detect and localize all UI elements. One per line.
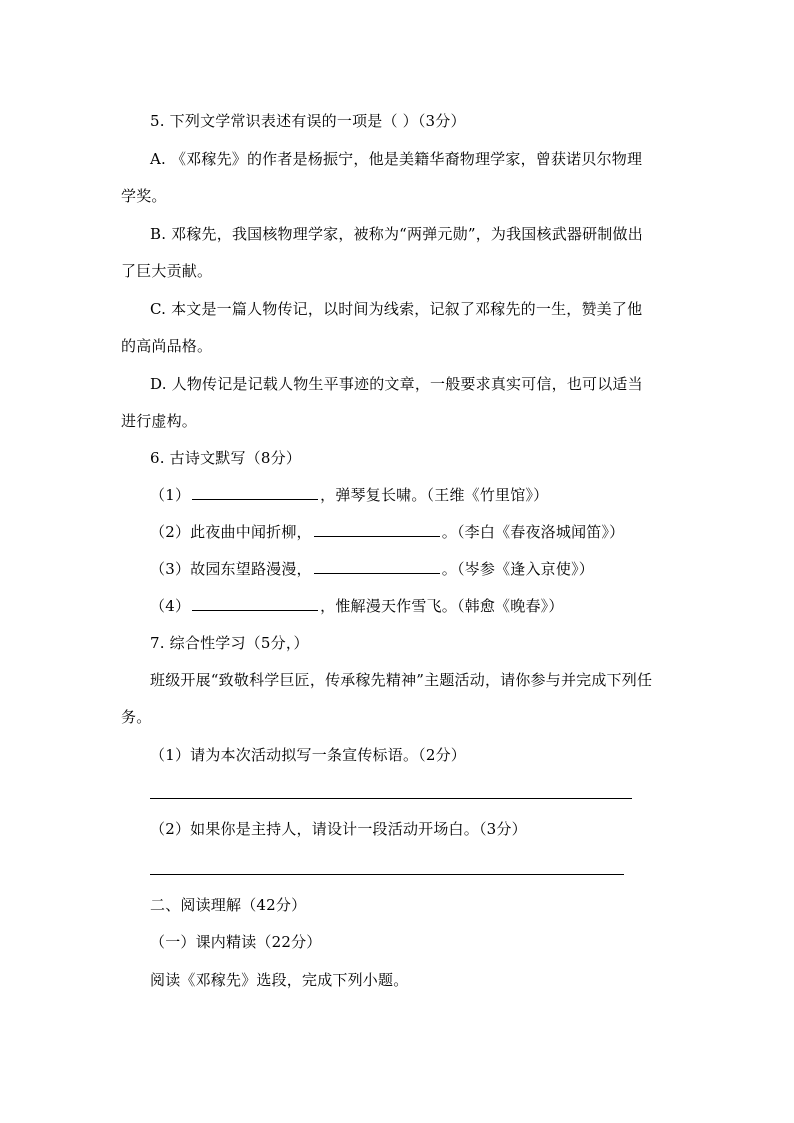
q6-item-3-before: 故园东望路漫漫， (190, 560, 312, 578)
section2-title: 二、阅读理解（42分） (150, 896, 307, 914)
q7-sub2: （2）如果你是主持人，请设计一段活动开场白。（3分） (150, 820, 527, 838)
q5-option-b-line1: B. 邓稼先，我国核物理学家，被称为“两弹元勋”，为我国核武器研制做出 (150, 225, 643, 243)
q7-sub2-answer-line[interactable] (150, 874, 624, 875)
q7-stem: 7. 综合性学习（5分，） (150, 634, 309, 652)
q6-item-2-after: 。（李白《春夜洛城闻笛》） (441, 523, 625, 541)
q6-item-2-answer-blank[interactable] (314, 522, 440, 537)
q6-item-1-number: （1） (150, 486, 191, 504)
q6-item-3-after: 。（岑参《逢入京使》） (441, 560, 594, 578)
q6-item-4 (150, 595, 564, 617)
q5-option-d-line2: 进行虚构。 (121, 412, 198, 430)
q7-intro-line1: 班级开展“致敬科学巨匠，传承稼先精神”主题活动，请你参与并完成下列任 (150, 671, 653, 689)
section2-subtitle: （一）课内精读（22分） (150, 933, 322, 951)
q5-option-a-line1: A. 《邓稼先》的作者是杨振宁，他是美籍华裔物理学家，曾获诺贝尔物理 (150, 150, 643, 168)
q6-item-4-after: ，惟解漫天作雪飞。（韩愈《晚春》） (320, 597, 564, 615)
q6-item-2-before: 此夜曲中闻折柳， (190, 523, 312, 541)
q6-item-4-number: （4） (150, 597, 191, 615)
q5-option-b-line2: 了巨大贡献。 (121, 262, 213, 280)
q6-item-3-number: （3） (150, 560, 191, 578)
q6-stem: 6. 古诗文默写（8分） (150, 449, 302, 467)
q6-item-4-answer-blank[interactable] (192, 596, 318, 611)
q5-option-d-line1: D. 人物传记是记载人物生平事迹的文章，一般要求真实可信，也可以适当 (150, 375, 643, 393)
q6-item-2-number: （2） (150, 523, 191, 541)
q6-item-1-after: ，弹琴复长啸。（王维《竹里馆》） (320, 486, 549, 504)
q5-option-c-line1: C. 本文是一篇人物传记，以时间为线索，记叙了邓稼先的一生，赞美了他 (150, 300, 643, 318)
q6-item-1-answer-blank[interactable] (192, 485, 318, 500)
q5-option-c-line2: 的高尚品格。 (121, 337, 213, 355)
q7-sub1-answer-line[interactable] (150, 798, 632, 799)
q7-intro-line2: 务。 (121, 708, 152, 726)
q6-item-3 (150, 558, 594, 580)
q6-item-3-answer-blank[interactable] (314, 559, 440, 574)
q5-option-a-line2: 学奖。 (121, 187, 167, 205)
q6-item-1 (150, 484, 548, 506)
q6-item-2 (150, 521, 624, 543)
section2-instruction: 阅读《邓稼先》选段，完成下列小题。 (150, 971, 409, 989)
q7-sub1: （1）请为本次活动拟写一条宣传标语。（2分） (150, 746, 466, 764)
q5-stem: 5. 下列文学常识表述有误的一项是（ ）（3分） (150, 112, 466, 130)
